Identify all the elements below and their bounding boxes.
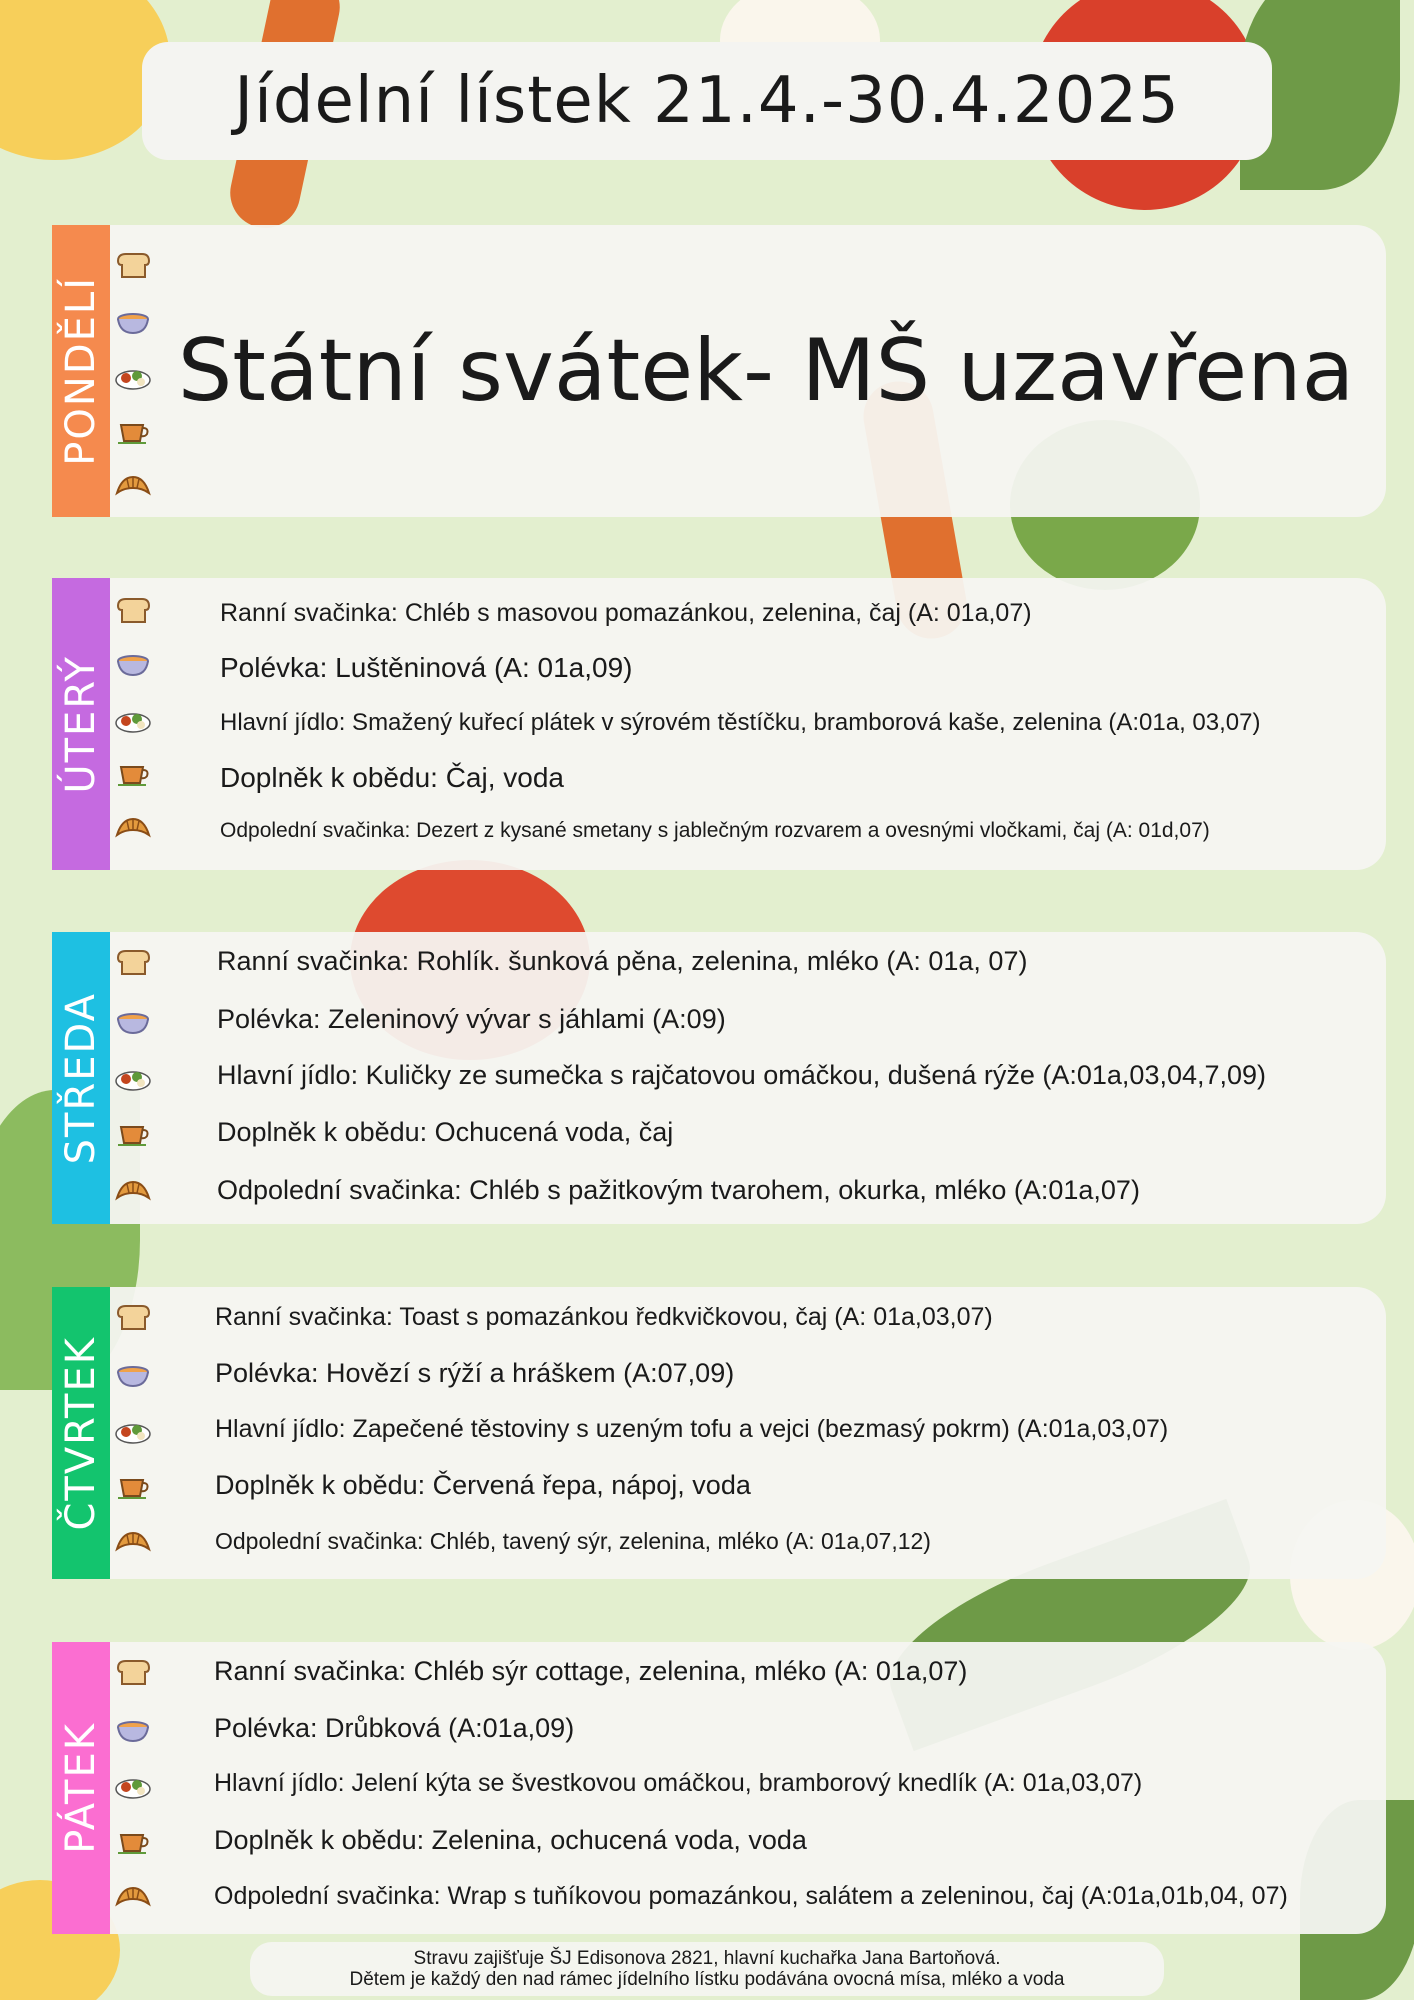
bread-icon bbox=[114, 251, 152, 281]
meal-item-main-course: Hlavní jídlo: Smažený kuřecí plátek v sýrovém těstíčku, bramborová kaše, zelenina (A:01a, 03,07) bbox=[220, 709, 1261, 736]
day-section-friday bbox=[52, 1642, 1386, 1934]
meal-item-side: Doplněk k obědu: Zelenina, ochucená voda, voda bbox=[214, 1825, 807, 1855]
day-name: PÁTEK bbox=[58, 1722, 104, 1854]
footer-note bbox=[250, 1942, 1164, 1996]
meal-item-soup: Polévka: Hovězí s rýží a hráškem (A:07,09) bbox=[215, 1358, 735, 1388]
day-name: STŘEDA bbox=[58, 991, 104, 1165]
main-dish-icon bbox=[114, 1415, 152, 1445]
croissant-icon bbox=[114, 1176, 152, 1206]
day-tab bbox=[52, 1287, 110, 1579]
tea-cup-icon bbox=[114, 1471, 152, 1501]
croissant-icon bbox=[114, 1527, 152, 1557]
meal-item-side: Doplněk k obědu: Čaj, voda bbox=[220, 762, 564, 793]
tea-cup-icon bbox=[114, 1826, 152, 1856]
meal-icons bbox=[114, 251, 160, 511]
main-dish-icon bbox=[114, 1770, 152, 1800]
bread-icon bbox=[114, 1658, 152, 1688]
main-dish-icon bbox=[114, 1062, 152, 1092]
day-section-wednesday bbox=[52, 932, 1386, 1224]
meal-item-morning-snack: Ranní svačinka: Chléb s masovou pomazánkou, zelenina, čaj (A: 01a,07) bbox=[220, 599, 1032, 627]
meal-item-soup: Polévka: Drůbková (A:01a,09) bbox=[214, 1713, 575, 1743]
day-tab bbox=[52, 932, 110, 1224]
meal-item-afternoon-snack: Odpolední svačinka: Chléb s pažitkovým tvarohem, okurka, mléko (A:01a,07) bbox=[217, 1175, 1140, 1205]
croissant-icon bbox=[114, 813, 152, 843]
day-name: PONDĚLÍ bbox=[58, 276, 104, 466]
meal-item-afternoon-snack: Odpolední svačinka: Dezert z kysané smetany s jablečným rozvarem a ovesnými vločkami, čaj (A: 01d,07) bbox=[220, 819, 1210, 842]
day-section-tuesday bbox=[52, 578, 1386, 870]
main-dish-icon bbox=[114, 361, 152, 391]
croissant-icon bbox=[114, 1882, 152, 1912]
croissant-icon bbox=[114, 471, 152, 501]
meal-item-morning-snack: Ranní svačinka: Chléb sýr cottage, zelenina, mléko (A: 01a,07) bbox=[214, 1656, 968, 1686]
tea-cup-icon bbox=[114, 416, 152, 446]
meal-item-soup: Polévka: Zeleninový vývar s jáhlami (A:09) bbox=[217, 1004, 726, 1034]
main-dish-icon bbox=[114, 704, 152, 734]
footer-line-1: Stravu zajišťuje ŠJ Edisonova 2821, hlavní kuchařka Jana Bartoňová. bbox=[413, 1948, 1001, 1969]
soup-bowl-icon bbox=[114, 1359, 152, 1389]
day-section-thursday bbox=[52, 1287, 1386, 1579]
meal-item-main-course: Hlavní jídlo: Zapečené těstoviny s uzeným tofu a vejci (bezmasý pokrm) (A:01a,03,07) bbox=[215, 1415, 1169, 1443]
meal-item-main-course: Hlavní jídlo: Jelení kýta se švestkovou omáčkou, bramborový knedlík (A: 01a,03,07) bbox=[214, 1769, 1143, 1797]
day-tab bbox=[52, 578, 110, 870]
day-section-monday bbox=[52, 225, 1386, 517]
tea-cup-icon bbox=[114, 1118, 152, 1148]
bread-icon bbox=[114, 1303, 152, 1333]
day-name: ÚTERÝ bbox=[58, 654, 104, 794]
day-tab bbox=[52, 225, 110, 517]
day-tab bbox=[52, 1642, 110, 1934]
soup-bowl-icon bbox=[114, 1714, 152, 1744]
meal-item-afternoon-snack: Odpolední svačinka: Wrap s tuňíkovou pomazánkou, salátem a zeleninou, čaj (A:01a,01b,04, 07) bbox=[214, 1882, 1288, 1910]
meal-item-side: Doplněk k obědu: Červená řepa, nápoj, voda bbox=[215, 1470, 751, 1500]
meal-item-morning-snack: Ranní svačinka: Toast s pomazánkou ředkvičkovou, čaj (A: 01a,03,07) bbox=[215, 1303, 993, 1331]
soup-bowl-icon bbox=[114, 648, 152, 678]
bread-icon bbox=[114, 596, 152, 626]
holiday-notice: Státní svátek- MŠ uzavřena bbox=[177, 321, 1355, 421]
soup-bowl-icon bbox=[114, 306, 152, 336]
meal-item-side: Doplněk k obědu: Ochucená voda, čaj bbox=[217, 1117, 674, 1147]
title-box bbox=[142, 42, 1272, 160]
meal-item-main-course: Hlavní jídlo: Kuličky ze sumečka s rajčatovou omáčkou, dušená rýže (A:01a,03,04,7,09) bbox=[217, 1060, 1267, 1090]
meal-item-soup: Polévka: Luštěninová (A: 01a,09) bbox=[220, 652, 633, 683]
meal-item-afternoon-snack: Odpolední svačinka: Chléb, tavený sýr, zelenina, mléko (A: 01a,07,12) bbox=[215, 1528, 931, 1554]
footer-line-2: Dětem je každý den nad rámec jídelního lístku podávána ovocná mísa, mléko a voda bbox=[349, 1969, 1065, 1990]
day-name: ČTVRTEK bbox=[58, 1335, 104, 1531]
page-title: Jídelní lístek 21.4.-30.4.2025 bbox=[234, 64, 1180, 138]
meal-item-morning-snack: Ranní svačinka: Rohlík. šunková pěna, zelenina, mléko (A: 01a, 07) bbox=[217, 946, 1028, 976]
bread-icon bbox=[114, 948, 152, 978]
soup-bowl-icon bbox=[114, 1006, 152, 1036]
tea-cup-icon bbox=[114, 758, 152, 788]
